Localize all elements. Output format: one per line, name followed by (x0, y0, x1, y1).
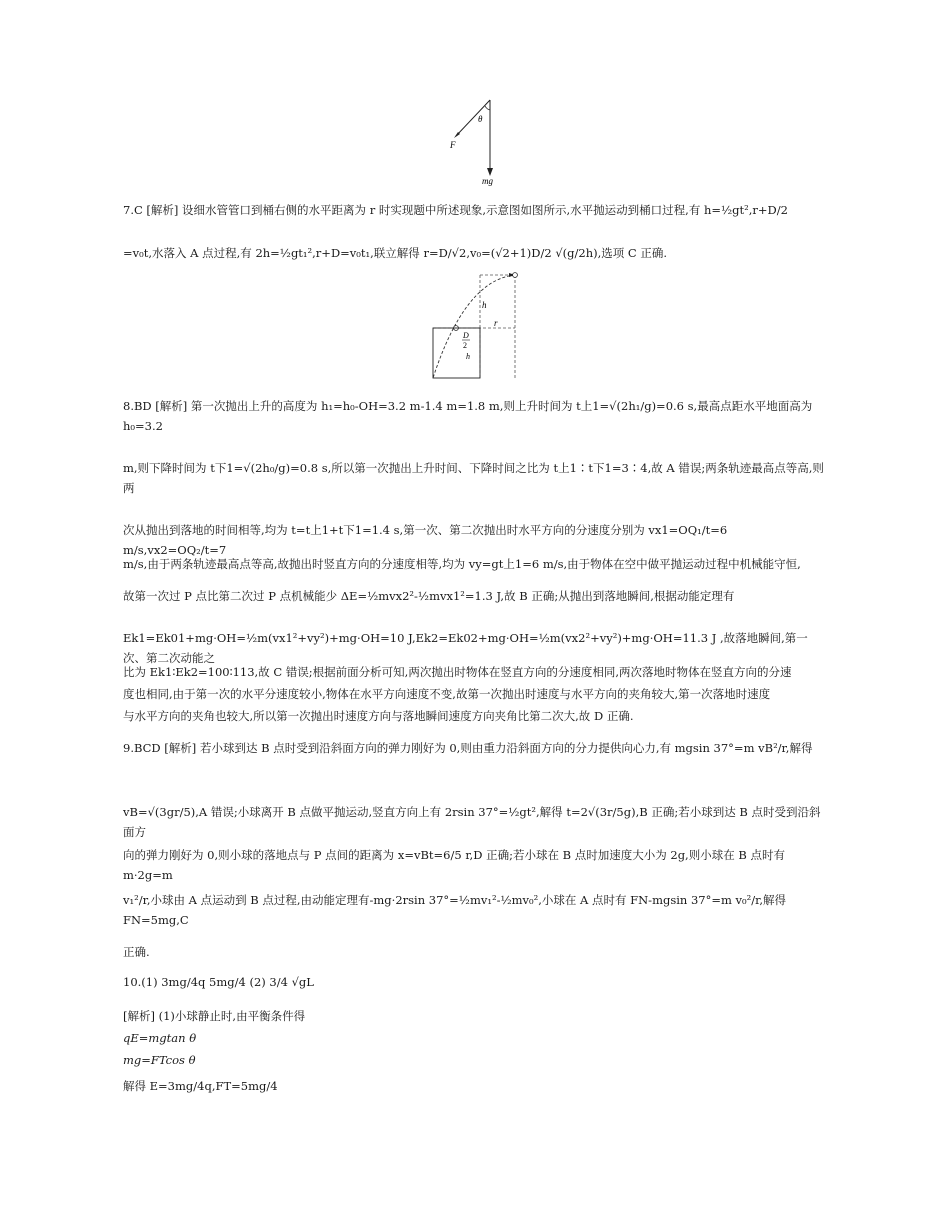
q8-line2: m,则下降时间为 t下1=√(2h₀/g)=0.8 s,所以第一次抛出上升时间、下降时间之比为 t上1∶t下1=3∶4,故 A 错误;两条轨迹最高点等高,则两 (123, 461, 824, 495)
q10-line4: 解得 E=3mg/4q,FT=5mg/4 (123, 1079, 278, 1093)
q10-line1: [解析] (1)小球静止时,由平衡条件得 (123, 1009, 306, 1023)
force-diagram (440, 96, 510, 188)
theta-label: θ (478, 114, 483, 124)
bucket-diagram (425, 270, 525, 382)
two-label: 2 (463, 341, 467, 350)
q10-line3: mg=FTcos θ (123, 1053, 196, 1067)
r-label: r (494, 318, 498, 328)
q8-line4: m/s,由于两条轨迹最高点等高,故抛出时竖直方向的分速度相等,均为 vy=gt上1=6 m/s,由于物体在空中做平抛运动过程中机械能守恒, (123, 557, 801, 571)
q7-line2: =v₀t,水落入 A 点过程,有 2h=½gt₁²,r+D=v₀t₁,联立解得 r=D/√2,v₀=(√2+1)D/2 √(g/2h),选项 C 正确. (123, 246, 668, 260)
q10-answer: 10.(1) 3mg/4q 5mg/4 (2) 3/4 √gL (123, 975, 314, 989)
q9-line2: vB=√(3gr/5),A 错误;小球离开 B 点做平抛运动,竖直方向上有 2rsin 37°=½gt²,解得 t=2√(3r/5g),B 正确;若小球到达 B 点时受到沿斜面方 (123, 805, 821, 839)
q9-line3: 向的弹力刚好为 0,则小球的落地点与 P 点间的距离为 x=vBt=6/5 r,D 正确;若小球在 B 点时加速度大小为 2g,则小球在 B 点时有 m·2g=m (123, 848, 785, 882)
q8-line7: 比为 Ek1∶Ek2=100∶113,故 C 错误;根据前面分析可知,两次抛出时物体在竖直方向的分速度相同,两次落地时物体在竖直方向的分速 (123, 665, 792, 679)
q8-line9: 与水平方向的夹角也较大,所以第一次抛出时速度方向与落地瞬间速度方向夹角比第二次大,故 D 正确. (123, 709, 634, 723)
d-label: D (463, 331, 469, 340)
q8-line3: 次从抛出到落地的时间相等,均为 t=t上1+t下1=1.4 s,第一次、第二次抛出时水平方向的分速度分别为 vx1=OQ₁/t=6 m/s,vx2=OQ₂/t=7 (123, 523, 728, 557)
q9-line5: 正确. (123, 945, 150, 959)
q8-line5: 故第一次过 P 点比第二次过 P 点机械能少 ΔE=½mvx2²-½mvx1²=1.3 J,故 B 正确;从抛出到落地瞬间,根据动能定理有 (123, 589, 735, 603)
h-label: h (482, 300, 487, 310)
q8-line8: 度也相同,由于第一次的水平分速度较小,物体在水平方向速度不变,故第一次抛出时速度与水平方向的夹角较大,第一次落地时速度 (123, 687, 771, 701)
q9-line1: 9.BCD [解析] 若小球到达 B 点时受到沿斜面方向的弹力刚好为 0,则由重力沿斜面方向的分力提供向心力,有 mgsin 37°=m vB²/r,解得 (123, 741, 813, 755)
q8-line6: Ek1=Ek01+mg·OH=½m(vx1²+vy²)+mg·OH=10 J,Ek2=Ek02+mg·OH=½m(vx2²+vy²)+mg·OH=11.3 J ,故落地瞬间,第一次、第二次动能之 (123, 631, 808, 665)
q9-line4: v₁²/r,小球由 A 点运动到 B 点过程,由动能定理有-mg·2rsin 37°=½mv₁²-½mv₀²,小球在 A 点时有 FN-mgsin 37°=m v₀²/r,解得 FN=5mg,C (123, 893, 787, 927)
q8-line1: 8.BD [解析] 第一次抛出上升的高度为 h₁=h₀-OH=3.2 m-1.4 m=1.8 m,则上升时间为 t上1=√(2h₁/g)=0.6 s,最高点距水平地面高为 h₀=3.2 (123, 399, 813, 433)
h2-label: h (466, 352, 470, 361)
q10-line2: qE=mgtan θ (123, 1031, 197, 1045)
weight-label: mg (482, 176, 493, 186)
q7-line1: 7.C [解析] 设细水管管口到桶右侧的水平距离为 r 时实现题中所述现象,示意图如图所示,水平抛运动到桶口过程,有 h=½gt²,r+D/2 (123, 203, 788, 217)
force-label: F (450, 140, 456, 150)
